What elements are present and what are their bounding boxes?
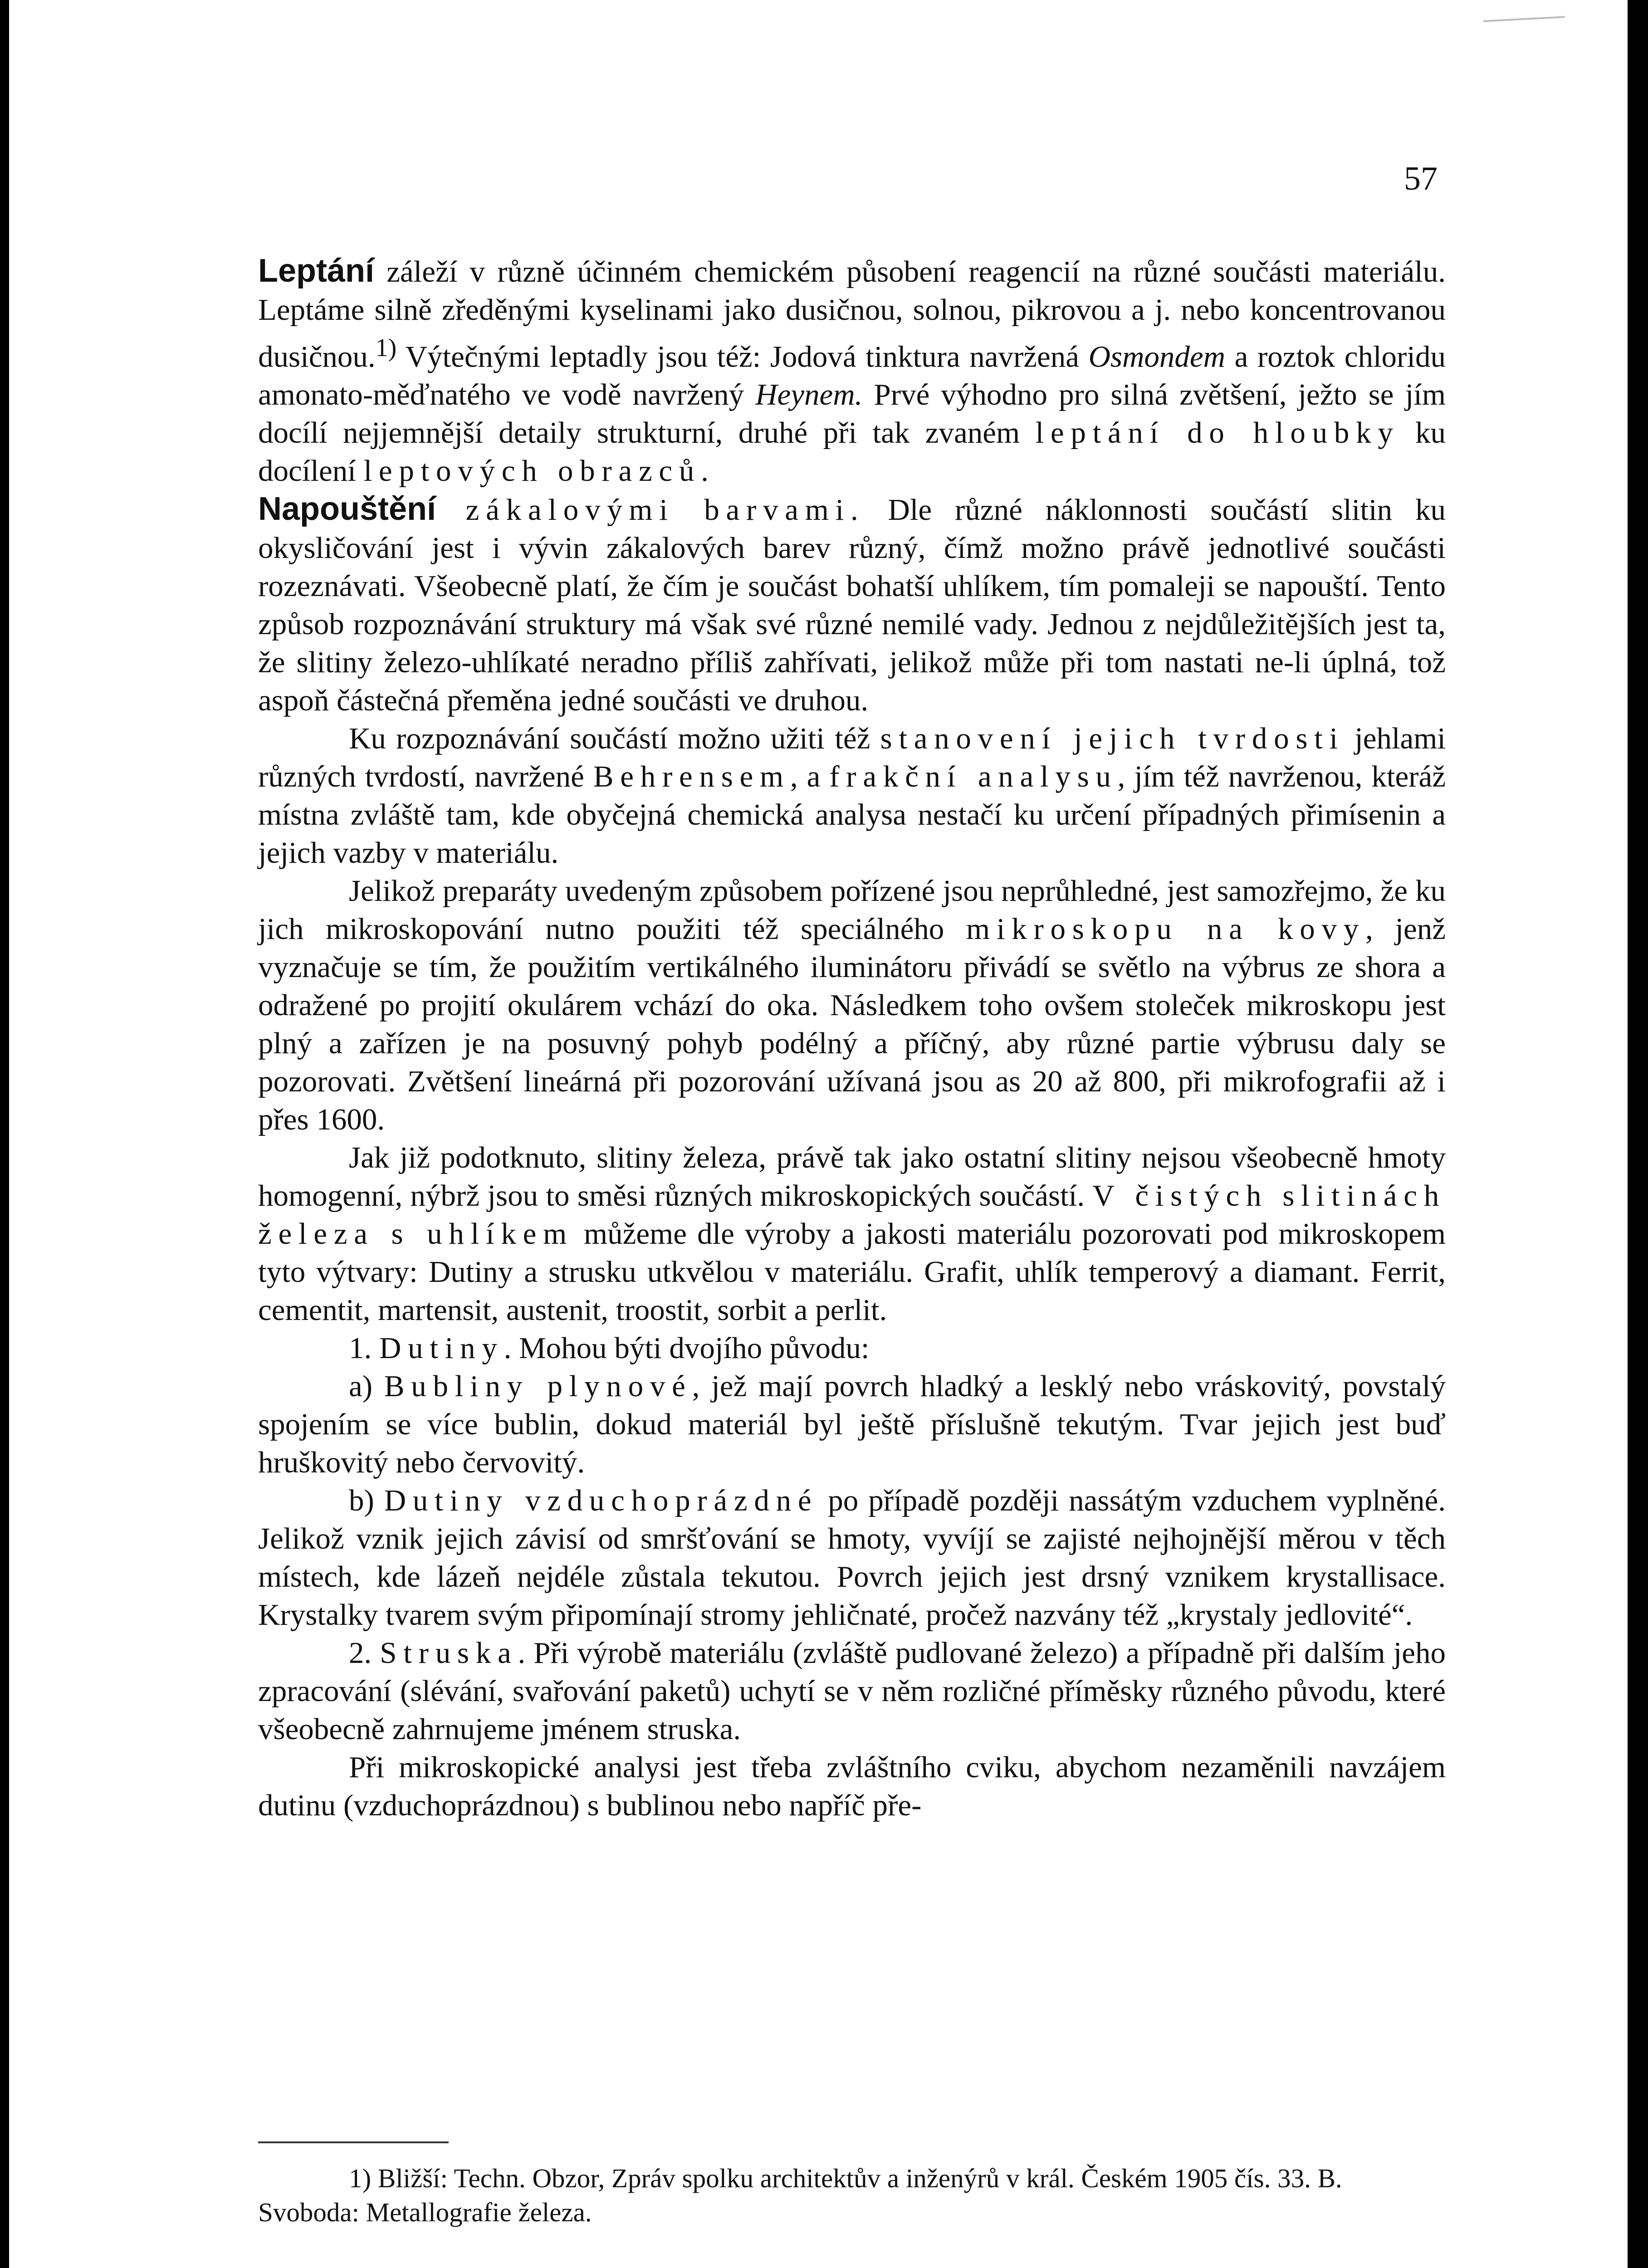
paragraph-dutiny: 1. Dutiny. Mohou býti dvojího původu: [349,1331,870,1365]
paragraph-slitiny: Jak již podotknuto, slitiny železa, právě tak jako ostatní slitiny nejsou všeobecně hmoty homogenní, nýbrž jsou to směsi různých mikroskopických součástí. V čistých slitinách železa s uhlíkem můžeme dle výroby a jakosti materiálu pozorovati pod mikroskopem tyto výtvary: Dutiny a strusku utkvělou v materiálu. Grafit, uhlík temperový a diamant. Ferrit, cementit, martensit, austenit, troostit, sorbit a perlit. [258,1141,1446,1327]
paragraph-struska: 2. Struska. Při výrobě materiálu (zvláště pudlované železo) a případně při dalším jeho zpracování (slévání, svařování paketů) uchytí se v něm rozličné příměsky různého původu, které všeobecně zahrnujeme jménem struska. [258,1636,1446,1746]
heading-napousteni: Napouštění [258,491,436,528]
name-heyn: Heynem. [755,378,863,412]
name-osmond: Osmondem [1088,340,1226,374]
book-page [9,0,1628,2268]
paragraph-leptani: Leptání záleží v různě účinném chemickém působení reagencií na různé součásti materiálu. Leptáme silně zředěnými kyselinami jako dusičnou, solnou, pikrovou a j. nebo koncentrovanou dusičnou.$^{1)}$ Výtečnými leptadly jsou též: Jodová tinktura navržená Osmondem a roztok chloridu amonato-měďnatého ve vodě navržený Heynem. Prvé výhodno pro silná zvětšení, ježto se jím docílí nejjemnější detaily strukturní, druhé při tak zvaném leptání do hloubky ku docílení leptových obrazců. [258,253,1446,488]
page-number: 57 [1404,160,1438,197]
paragraph-mikroskop: Jelikož preparáty uvedeným způsobem pořízené jsou neprůhledné, jest samozřejmo, že ku jich mikroskopování nutno použiti též speciálného mikroskopu na kovy, jenž vyznačuje se tím, že použitím vertikálného iluminátoru přivádí se světlo na výbrus ze shora a odražené po projití okulárem vchází do oka. Následkem toho ovšem stoleček mikroskopu jest plný a zařízen je na posuvný pohyb podélný a příčný, aby různé partie výbrusu daly se pozorovati. Zvětšení lineárná při pozorování užívaná jsou as 20 až 800, při mikrofografii až i přes 1600. [258,874,1446,1137]
footnote-text: 1) Bližší: Techn. Obzor, Zpráv spolku architektův a inženýrů v král. Českém 1905 čís. 33. B. Svoboda: Metallografie železa. [258,2163,1342,2227]
paragraph-tvrdost: Ku rozpoznávání součástí možno užiti též stanovení jejich tvrdosti jehlami různých tvrdostí, navržené Behrensem, a frakční analysu, jím též navrženou, kteráž místna zvláště tam, kde obyčejná chemická analysa nestačí ku určení případných přimísenin a jejich vazby v materiálu. [258,722,1446,870]
paragraph-napousteni: Napouštění zákalovými barvami. Dle různé náklonnosti součástí slitin ku okysličování jest i vývin zákalových barev různý, čímž možno právě jednotlivé součásti rozeznávati. Všeobecně platí, že čím je součást bohatší uhlíkem, tím pomaleji se napouští. Tento způsob rozpoznávání struktury má však své různé nemilé vady. Jednou z nejdůležitějších jest ta, že slitiny železo-uhlíkaté neradno příliš zahřívati, jelikož může při tom nastati ne-li úplná, tož aspoň částečná přeměna jedné součásti ve druhou. [258,491,1446,718]
paragraph-vzduchoprazdne: b) Dutiny vzduchoprázdné po případě později nassátým vzduchem vyplněné. Jelikož vznik jejich závisí od smršťování se hmoty, vyvíjí se zajisté nejhojnější měrou v těch místech, kde lázeň nejdéle zůstala tekutou. Povrch jejich jest drsný vznikem krystallisace. Krystalky tvarem svým připomínají stromy jehličnaté, pročež nazvány též „krystaly jedlovité“. [258,1484,1446,1632]
paragraph-bubliny: a) Bubliny plynové, jež mají povrch hladký a lesklý nebo vráskovitý, povstalý spojením se více bublin, dokud materiál byl ještě příslušně tekutým. Tvar jejich jest buď hruškovitý nebo červovitý. [258,1369,1446,1480]
heading-leptani: Leptání [258,253,375,289]
footnote-divider [258,2141,449,2143]
paragraph-analysa: Při mikroskopické analysi jest třeba zvláštního cviku, abychom nezaměnili navzájem dutinu (vzduchoprázdnou) s bublinou nebo napříč pře- [258,1750,1446,1823]
scan-mark [1483,16,1565,22]
body-text [258,252,1446,1824]
footnote [258,2161,1446,2229]
footnote-ref: 1) [375,334,397,362]
